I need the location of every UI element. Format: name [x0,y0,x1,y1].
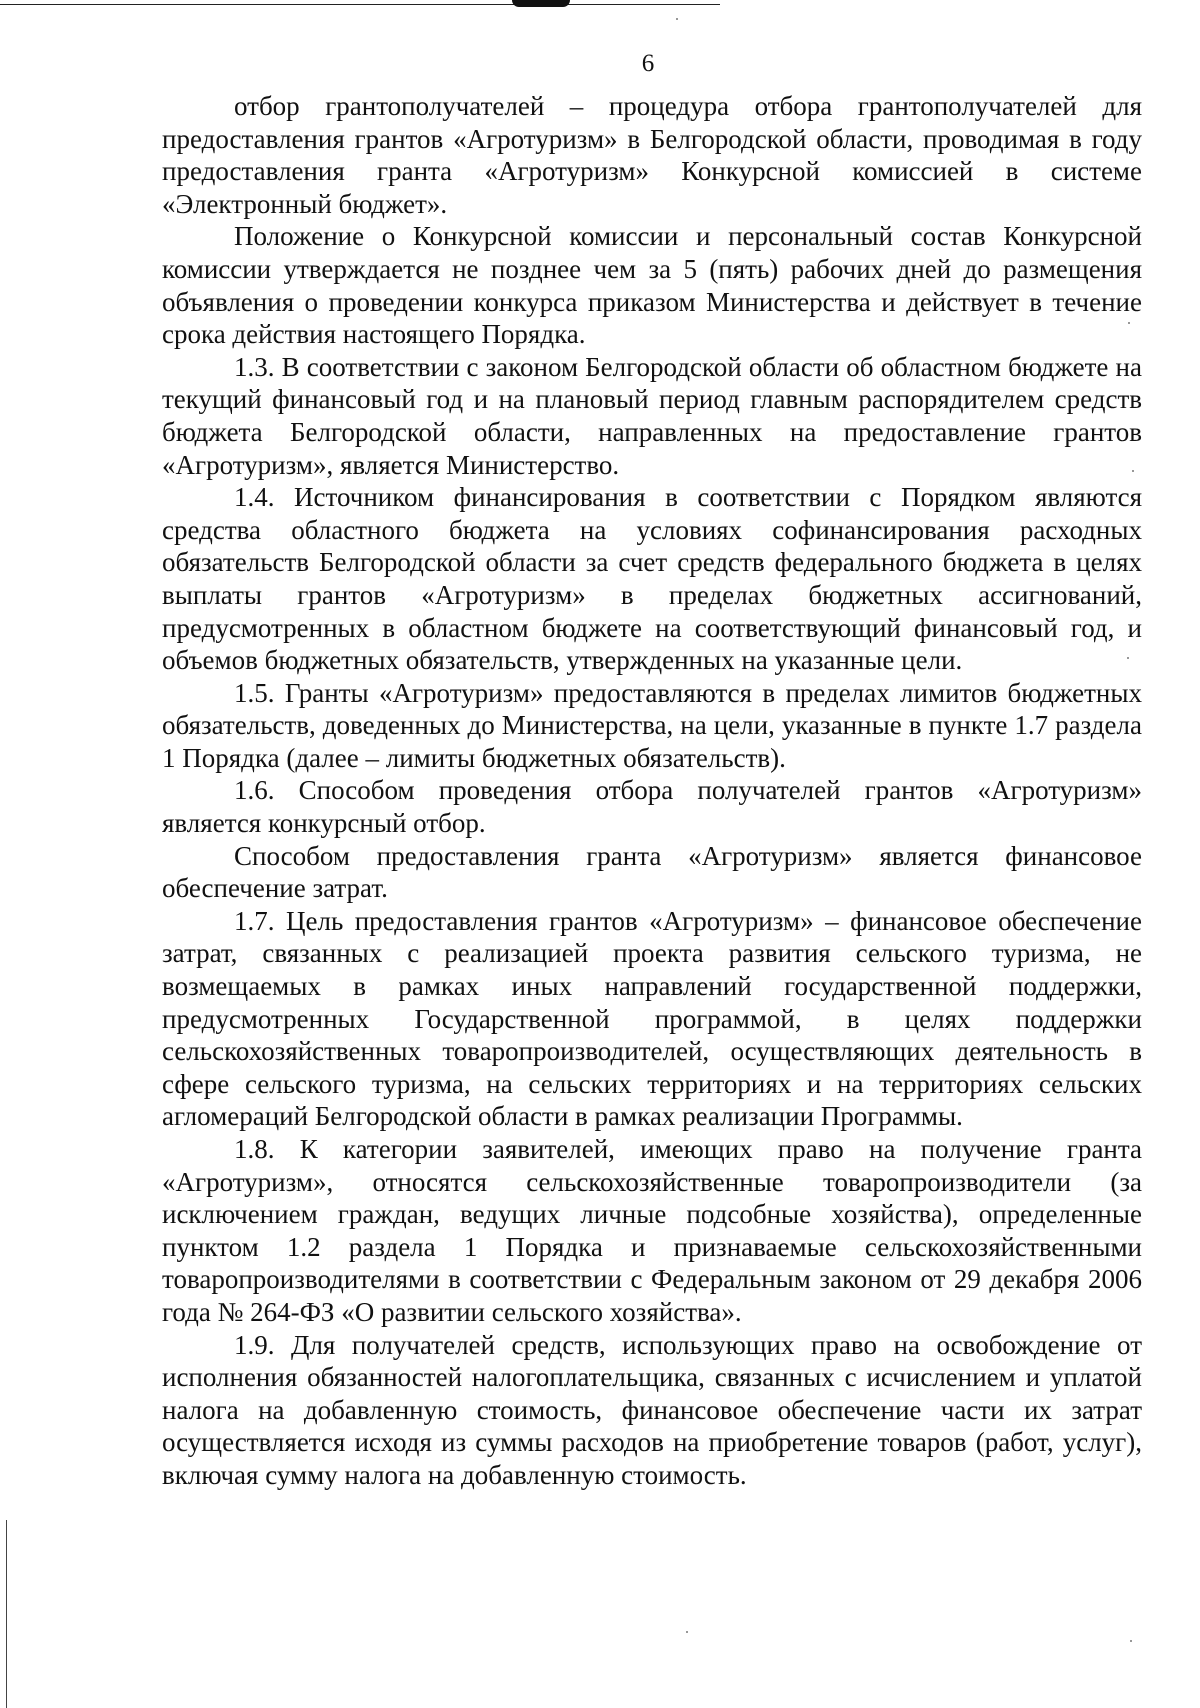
paragraph-1-5: 1.5. Гранты «Агротуризм» предоставляются в пределах лимитов бюджетных обязательств, доведенных до Министерства, на цели, указанные в пункте 1.7 раздела 1 Порядка (далее – лимиты бюджетных обязательств). [162,677,1142,773]
paragraph-1-9: 1.9. Для получателей средств, использующих право на освобождение от исполнения обязанностей налогоплательщика, связанных с исчислением и уплатой налога на добавленную стоимость, финансовое обеспечение части их затрат осуществляется исходя из суммы расходов на приобретение товаров (работ, услуг), включая сумму налога на добавленную стоимость. [162,1329,1142,1490]
paragraph-1-6: 1.6. Способом проведения отбора получателей грантов «Агротуризм» является конкурсный отбор. [162,775,1142,839]
document-body [162,90,1142,1492]
paragraph-commission-regulation: Положение о Конкурсной комиссии и персональный состав Конкурсной комиссии утверждается не позднее чем за 5 (пять) рабочих дней до размещения объявления о проведении конкурса приказом Министерства и действует в течение срока действия настоящего Порядка. [162,221,1142,350]
scan-top-rule [0,4,720,5]
paragraph-grant-method: Способом предоставления гранта «Агротуризм» является финансовое обеспечение затрат. [162,840,1142,904]
paragraph-1-4: 1.4. Источником финансирования в соответствии с Порядком являются средства областного бюджета на условиях софинансирования расходных обязательств Белгородской области за счет средств федерального бюджета в целях выплаты грантов «Агротуризм» в пределах бюджетных ассигнований, предусмотренных в областном бюджете на соответствующий финансовый год, и объемов бюджетных обязательств, утвержденных на указанные цели. [162,482,1142,676]
scan-speck [686,1631,688,1633]
page-number: 6 [641,50,655,77]
paragraph-1-3: 1.3. В соответствии с законом Белгородской области об областном бюджете на текущий финансовый год и на плановый период главным распорядителем средств бюджета Белгородской области, направленных на предоставление грантов «Агротуризм», является Министерство. [162,351,1142,480]
scan-speck [676,18,678,20]
paragraph-selection-definition: отбор грантополучателей – процедура отбора грантополучателей для предоставления грантов «Агротуризм» в Белгородской области, проводимая в году предоставления гранта «Агротуризм» Конкурсной комиссией в системе «Электронный бюджет». [162,91,1142,219]
scan-left-edge-mark [6,1520,7,1708]
paragraph-1-8: 1.8. К категории заявителей, имеющих право на получение гранта «Агротуризм», относятся сельскохозяйственные товаропроизводители (за исключением граждан, ведущих личные подсобные хозяйства), определенные пунктом 1.2 раздела 1 Порядка и признаваемые сельскохозяйственными товаропроизводителями в соответствии с Федеральным законом от 29 декабря 2006 года № 264-ФЗ «О развитии сельского хозяйства». [162,1134,1142,1327]
scan-speck [1128,322,1130,324]
scan-top-mark [512,0,570,7]
scan-speck [1130,1640,1132,1642]
scan-speck [1127,657,1129,659]
scan-speck [1132,470,1134,472]
paragraph-1-7: 1.7. Цель предоставления грантов «Агротуризм» – финансовое обеспечение затрат, связанных с реализацией проекта развития сельского туризма, не возмещаемых в рамках иных направлений государственной поддержки, предусмотренных Государственной программой, в целях поддержки сельскохозяйственных товаропроизводителей, осуществляющих деятельность в сфере сельского туризма, на сельских территориях и на территориях сельских агломераций Белгородской области в рамках реализации Программы. [162,905,1142,1132]
